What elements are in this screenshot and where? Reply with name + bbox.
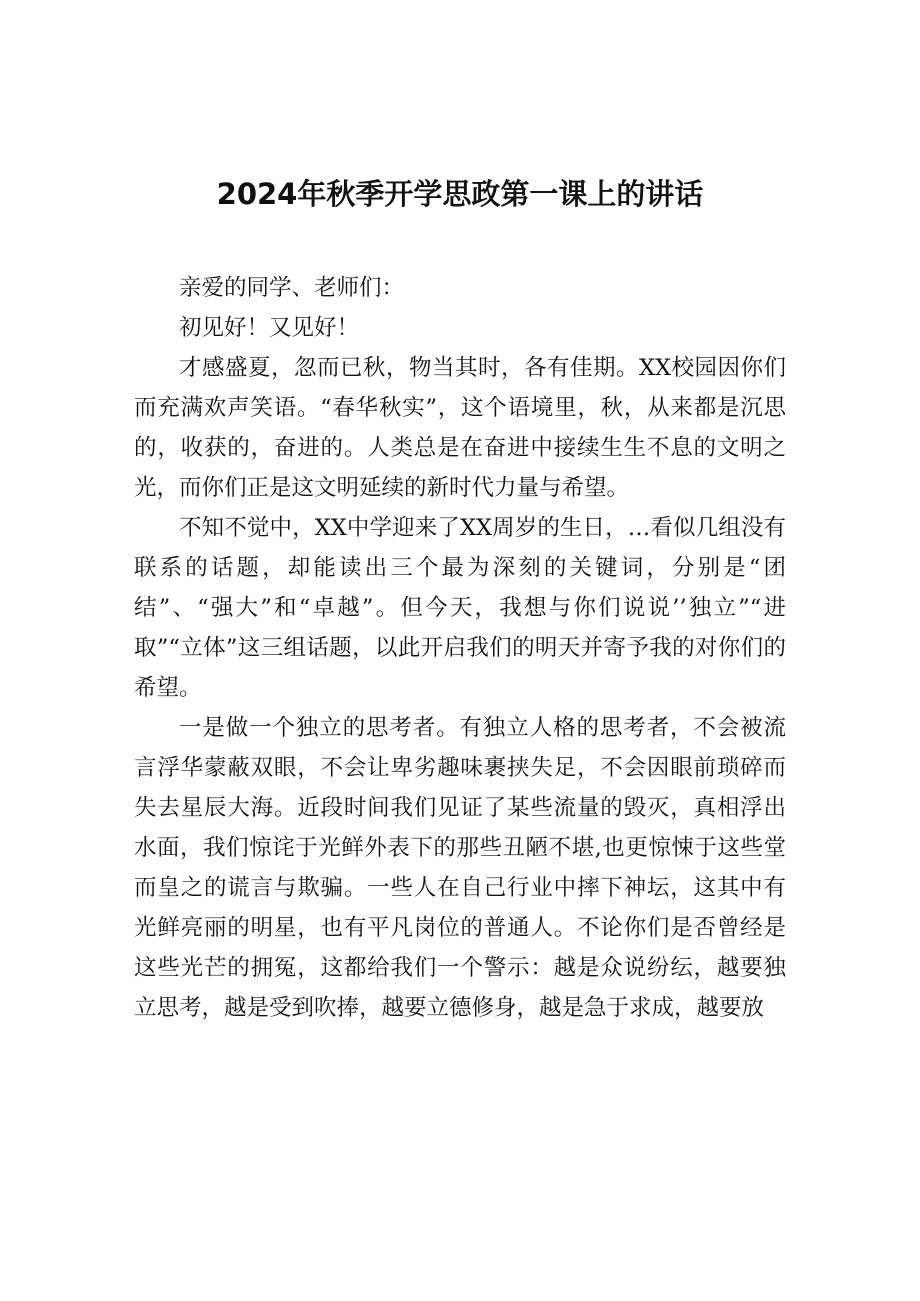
paragraph-independent-thinker: 一是做一个独立的思考者。有独立人格的思考者，不会被流言浮华蒙蔽双眼，不会让卑劣趣味裹挟失足，不会因眼前琐碎而失去星辰大海。近段时间我们见证了某些流量的毁灭，真相浮出水面，我们惊诧于光鲜外表下的那些丑陋不堪,也更惊悚于这些堂而皇之的谎言与欺骗。一些人在自己行业中摔下神坛，这其中有光鲜亮丽的明星，也有平凡岗位的普通人。不论你们是否曾经是这些光芒的拥冤，这都给我们一个警示：越是众说纷纭，越要独立思考，越是受到吹捧，越要立德修身，越是急于求成，越要放: [134, 715, 786, 1021]
document-body: [134, 268, 786, 1028]
greeting: 初见好！又见好！: [179, 315, 360, 341]
paragraph-keywords: 不知不觉中，XX中学迎来了XX周岁的生日，…看似几组没有联系的话题，却能读出三个最为深刻的关键词，分别是“团结”、“强大”和“卓越”。但今天，我想与你们说说’’独立”“进取”“立体”这三组话题，以此开启我们的明天并寄予我的对你们的希望。: [134, 515, 786, 701]
salutation: 亲爱的同学、老师们：: [179, 275, 405, 301]
paragraph-intro: 才感盛夏，忽而已秋，物当其时，各有佳期。XX校园因你们而充满欢声笑语。“春华秋实”，这个语境里，秋，从来都是沉思的，收获的，奋进的。人类总是在奋进中接续生生不息的文明之光，而你们正是这文明延续的新时代力量与希望。: [134, 355, 786, 501]
document-title: 2024年秋季开学思政第一课上的讲话: [216, 177, 704, 211]
